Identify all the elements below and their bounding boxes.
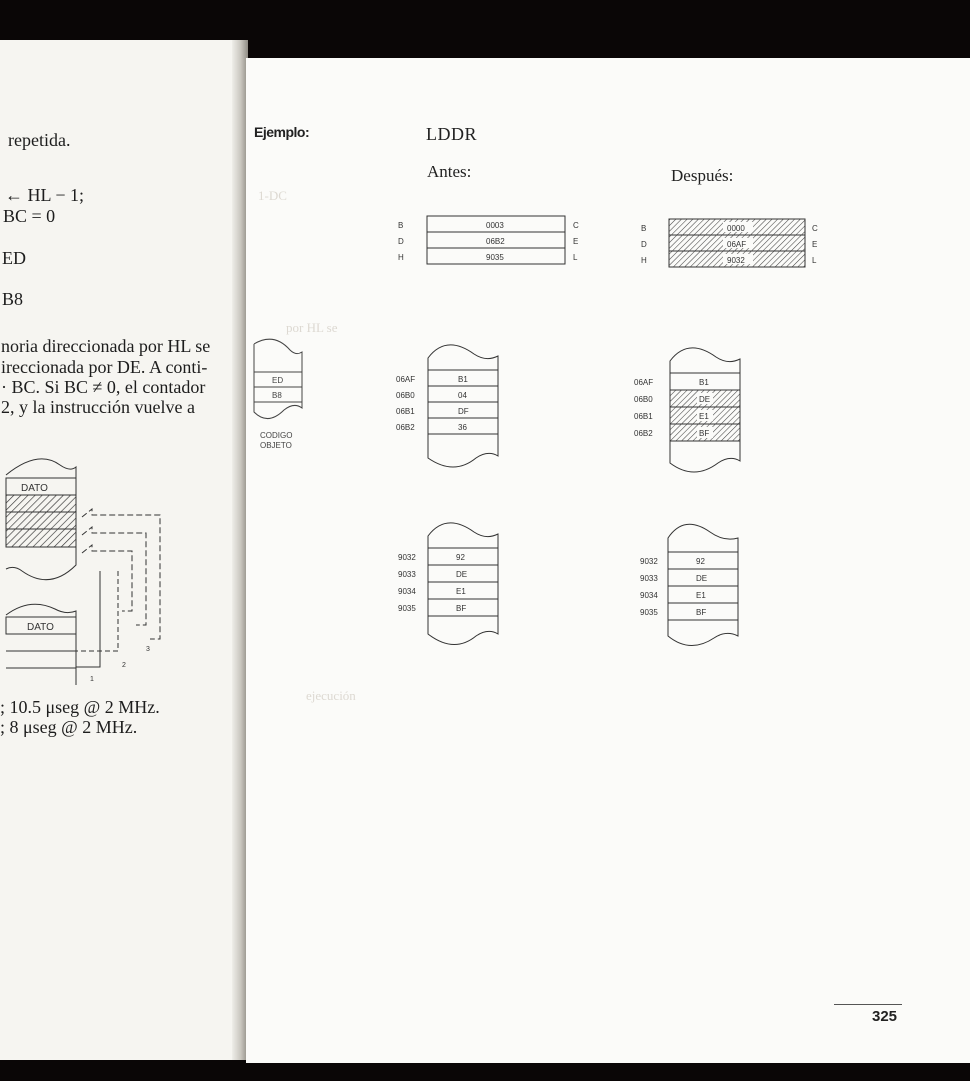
memory-value: DE (696, 574, 708, 583)
memory-address: 9035 (398, 604, 416, 613)
memory-before-dest (396, 340, 536, 480)
left-text-line: ← HL − 1; (5, 185, 84, 205)
memory-value: BF (699, 429, 710, 438)
registers-after (639, 216, 839, 276)
memory-value: BF (696, 608, 707, 617)
left-text-line: · BC. Si BC ≠ 0, el contador (1, 377, 206, 397)
memory-address: 9033 (640, 574, 658, 583)
object-code-caption: OBJETO (260, 441, 292, 450)
memory-value: E1 (456, 587, 466, 596)
register-name: D (398, 237, 404, 246)
memory-value: 36 (458, 423, 467, 432)
memory-address: 06B0 (634, 395, 653, 404)
register-value: 06B2 (486, 237, 505, 246)
memory-address: 06B2 (634, 429, 653, 438)
left-text-line: repetida. (8, 130, 71, 150)
register-name: C (573, 221, 579, 230)
register-name: E (812, 240, 818, 249)
register-name: B (641, 224, 647, 233)
memory-address: 06B1 (634, 412, 653, 421)
memory-value: B1 (699, 378, 709, 387)
register-name: H (641, 256, 647, 265)
arrow-number: 3 (146, 646, 150, 653)
page-number: 325 (872, 1008, 898, 1025)
register-name: B (398, 221, 404, 230)
memory-value: B1 (458, 375, 468, 384)
memory-value: 92 (696, 557, 705, 566)
memory-address: 9033 (398, 570, 416, 579)
after-label: Después: (671, 166, 734, 185)
memory-address: 9035 (640, 608, 658, 617)
left-text-line: ED (2, 248, 26, 268)
left-text-line: ; 10.5 μseg @ 2 MHz. (0, 697, 160, 717)
memory-address: 06B1 (396, 407, 415, 416)
object-code-byte: B8 (272, 391, 282, 400)
register-name: E (573, 237, 579, 246)
memory-value: DE (699, 395, 711, 404)
memory-address: 9032 (640, 557, 658, 566)
memory-value: DE (456, 570, 468, 579)
page-number-rule (834, 1004, 902, 1005)
register-name: L (812, 256, 817, 265)
left-text-line: 2, y la instrucción vuelve a (1, 397, 195, 417)
register-value: 0003 (486, 221, 504, 230)
instruction-mnemonic: LDDR (426, 124, 477, 144)
memory-value: 04 (458, 391, 467, 400)
registers-before (396, 213, 596, 273)
memory-value: 92 (456, 553, 465, 562)
memory-value: E1 (696, 591, 706, 600)
memory-before-src (396, 518, 536, 658)
right-page: 1-DC por HL se ejecución Ejemplo: LDDR Antes: Después: ED B8 CODIGO OBJETO B D H 0003 06B2 9035 C E L B D H 0000 06AF 9032 C E L 06AF 06B0 06B1 06B2 B1 04 DF 36 06AF 06B0 06B1 06B2 B1 DE E1 BF 9032 9033 9034 9035 92 DE E1 BF 9032 9033 9034 9035 92 DE E1 BF 325 (246, 58, 970, 1063)
register-name: L (573, 253, 578, 262)
left-text-line: noria direccionada por HL se (1, 336, 211, 356)
left-text-line: B8 (2, 289, 24, 309)
arrow-number: 1 (90, 676, 94, 683)
register-value: 9032 (727, 256, 745, 265)
lddr-transfer-diagram (0, 445, 180, 683)
object-code-byte: ED (272, 376, 284, 385)
diagram-label-dato-bottom: DATO (27, 622, 54, 633)
memory-address: 9034 (640, 591, 658, 600)
memory-address: 9032 (398, 553, 416, 562)
register-name: C (812, 224, 818, 233)
object-code-caption: CODIGO (260, 431, 293, 440)
memory-address: 06B0 (396, 391, 415, 400)
memory-after-dest (632, 343, 772, 483)
left-text-line: ; 8 μseg @ 2 MHz. (0, 717, 138, 737)
memory-address: 06AF (396, 375, 416, 384)
left-text-line: BC = 0 (3, 206, 56, 226)
arrow-number: 2 (122, 662, 126, 669)
memory-after-src (638, 520, 778, 660)
memory-value: DF (458, 407, 469, 416)
register-name: D (641, 240, 647, 249)
memory-address: 06AF (634, 378, 654, 387)
memory-address: 9034 (398, 587, 416, 596)
before-label: Antes: (427, 162, 472, 181)
register-value: 06AF (727, 240, 747, 249)
register-value: 9035 (486, 253, 504, 262)
memory-value: BF (456, 604, 467, 613)
memory-value: E1 (699, 412, 709, 421)
memory-address: 06B2 (396, 423, 415, 432)
left-page (0, 40, 240, 1060)
example-label: Ejemplo: (254, 124, 310, 140)
register-name: H (398, 253, 404, 262)
left-text-line: ireccionada por DE. A conti- (1, 357, 208, 377)
object-code-block (248, 338, 318, 468)
diagram-label-dato-top: DATO (21, 483, 48, 494)
register-value: 0000 (727, 224, 745, 233)
